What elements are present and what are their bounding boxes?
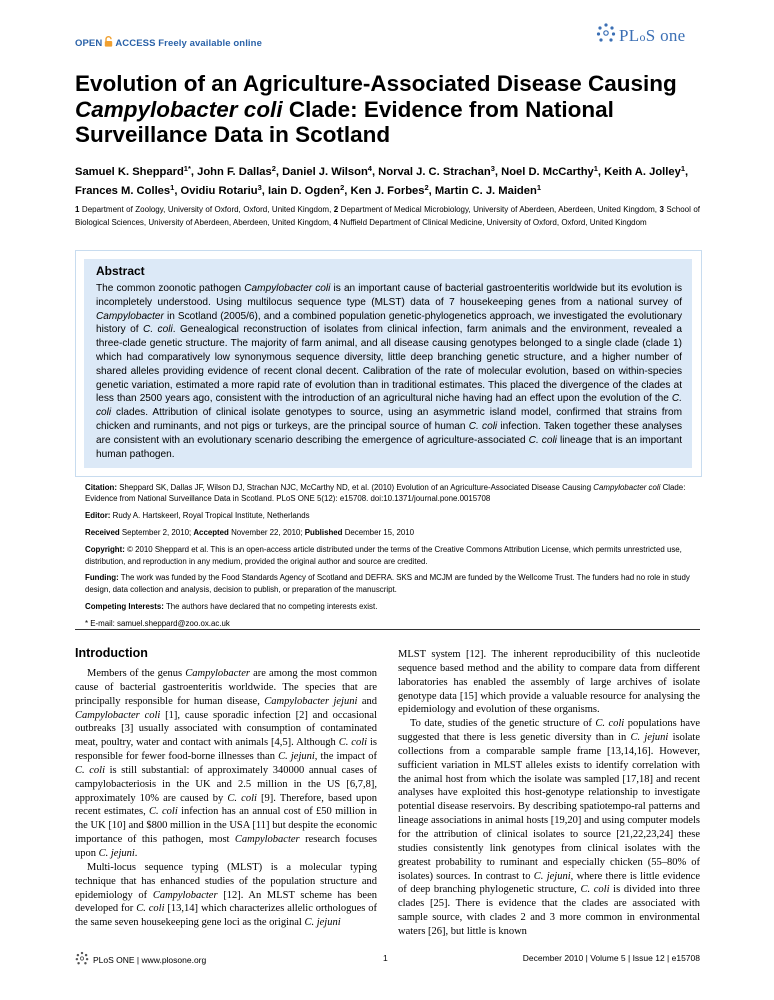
author-name: , Keith A. Jolley [597, 166, 681, 178]
corresponding-email[interactable]: * E-mail: samuel.sheppard@zoo.ox.ac.uk [85, 618, 230, 628]
competing-interests: Competing Interests: The authors have declared that no competing interests exist. [85, 601, 378, 611]
section-divider [75, 629, 700, 630]
abstract-text: The common zoonotic pathogen Campylobacter coli is an important cause of bacterial gastroenteritis worldwide but its evolution is incompletely understood. Using multilocus sequence type (MLST) data of 7 housekeeping genes from a national survey of Campylobacter in Scotland (2005/6), and a combined population genetic-phylogenetics approach, we investigated the evolutionary history of C. coli. Genealogical reconstruction of isolates from clinical infection, farm animals and the environment, revealed a three-clade genetic structure. The majority of farm animal, and all disease causing genotypes belonged to a single clade (clade 1) which had comparatively low synonymous sequence diversity, little deep branching genetic structure, and a higher number of shared alleles providing evidence of recent clonal decent. Calibration of the rate of molecular evolution, based on within-species genetic variation, estimated a more rapid rate of evolution than in traditional estimates. This placed the divergence of the clades at less than 2500 years ago, consistent with the introduction of an agricultural niche having had an effect upon the evolution of the C. coli clades. Attribution of clinical isolate genotypes to source, using an asymmetric island model, confirmed that strains from chicken and ruminants, and not pigs or turkeys, are the principal source of human C. coli infection. Taken together these analyses are consistent with an evolutionary scenario describing the emergence of agriculture-associated C. coli lineage that is an important human pathogen. [96, 283, 682, 460]
plos-dots-icon [75, 951, 89, 968]
author-name: , Norval J. C. Strachan [371, 166, 491, 178]
author-name: , Ovidiu Rotariu [174, 184, 258, 197]
author-affiliation-mark: 4 [367, 164, 372, 173]
author-name: , Daniel J. Wilson [275, 166, 368, 178]
open-access-banner [75, 36, 262, 50]
author-affiliation-mark: 1 [536, 182, 541, 192]
author-affiliation-mark: 1* [183, 164, 191, 173]
body-column-right [398, 648, 700, 939]
title-line-1: Evolution of an Agriculture-Associated Disease Causing [75, 71, 677, 96]
article-title [75, 71, 695, 148]
open-label: OPEN [75, 38, 103, 49]
article-metadata [85, 482, 695, 635]
author-affiliation-mark: 2 [424, 182, 429, 192]
author-name: , Martin C. J. Maiden [428, 184, 537, 197]
intro-paragraph-3: To date, studies of the genetic structure of C. coli populations have suggested that there is less genetic diversity than in C. jejuni isolate collections from a comparable sample frame [13,14,16]. However, sufficient variation in MLST alleles exists to identify correlation with the animal host from which the isolate was sampled [17,18] and recent analyses have exploited this host-genotype relationship to investigate potential disease reservoirs. By describing spatiotempo-ral patterns and lineage associations in animal hosts [19,20] and using computer models for the attribution of clinical isolates to source [21,22,23,24] these studies consistently link genotypes from clinical isolates with the greatest probability to ruminant and especially chicken (55–80% of isolates) sources. In contrast to C. jejuni, where there is little evidence of deep branching phylogenetic structure, C. coli is divided into three clades [25]. There is evidence that the clades are associated with sample source, with clades 2 and 3 more common in environmental waters [26], but little is known [398, 718, 701, 937]
plos-one-wordmark: PLoS one [619, 25, 686, 45]
title-line-2: Clade: Evidence from National [282, 96, 614, 122]
abstract-heading: Abstract [96, 264, 145, 278]
author-name: , John F. Dallas [190, 166, 272, 178]
author-affiliation-mark: 2 [271, 164, 276, 173]
page-number: 1 [383, 953, 388, 963]
author-name: , Iain D. Ogden [261, 184, 341, 197]
intro-paragraph-1: Members of the genus Campylobacter are among the most common cause of bacterial gastroenteritis worldwide. The species that are principally responsible for human disease, Campylobacter jejuni and Campylobacter coli [1], cause sporadic infection [2] and occasional outbreaks [3] usually associated with consumption of contaminated meat, poultry, water and contact with animals [4,5]. Although C. coli is responsible for fewer food-borne illnesses than C. jejuni, the impact of C. coli is still substantial: of approximately 340000 annual cases of campylobacteriosis in the UK and 2.5 million in the US [6,7,8], approximately 10% are caused by C. coli [9]. Therefore, based upon recent estimates, C. coli infection has an annual cost of £50 million in the UK [10] and $800 million in the USA [11] but despite the economic importance of this pathogen, most Campylobacter research focuses upon C. jejuni. [75, 668, 377, 859]
funding: Funding: The work was funded by the Food Standards Agency of Scotland and DEFRA. SKS and MCJM are funded by the Wellcome Trust. The funders had no role in study design, data collection and analysis, decision to publish, or preparation of the manuscript. [85, 573, 690, 594]
access-label: ACCESS [115, 38, 156, 49]
citation: Citation: Sheppard SK, Dallas JF, Wilson DJ, Strachan NJC, McCarthy ND, et al. (2010) Evolution of an Agriculture-Associated Disease Causing Campylobacter coli Clade: Evidence from National Surveillance Data in Scotland. PLoS ONE 5(12): e15708. doi:10.1371/journal.pone.0015708 [85, 483, 686, 504]
title-species: Campylobacter coli [75, 96, 283, 122]
author-name: Samuel K. Sheppard [75, 166, 184, 178]
affiliations: 1 Department of Zoology, University of Oxford, Oxford, United Kingdom, 2 Department of Medical Microbiology, University of Aberdeen, Aberdeen, United Kingdom, 3 School of Biological Sciences, University of Aberdeen, Aberdeen, United Kingdom, 4 Nuffield Department of Clinical Medicine, University of Oxford, Oxford, United Kingdom [75, 205, 701, 227]
intro-paragraph-2-continued: MLST system [12]. The inherent reproducibility of this nucleotide sequence based method and the ability to compare data from different laboratories has enabled the assembly of large archives of isolate genotype data [15] which provide a valuable resource for analysing the epidemiology and evolution of these organisms. [398, 649, 700, 716]
abstract-box [75, 250, 702, 477]
author-name: , Noel D. McCarthy [494, 166, 594, 178]
author-affiliation-mark: 2 [340, 182, 345, 192]
author-affiliation-mark: 1 [170, 182, 175, 192]
footer-journal-text: PLoS ONE | www.plosone.org [93, 954, 207, 965]
freely-available-label: Freely available online [158, 38, 262, 49]
plos-dots-icon [596, 22, 616, 49]
abstract-panel [84, 259, 692, 468]
introduction-heading: Introduction [75, 646, 148, 660]
author-name: , Ken J. Forbes [344, 184, 425, 197]
plos-one-logo [596, 22, 686, 49]
open-access-lock-icon [104, 36, 113, 50]
footer-issue: December 2010 | Volume 5 | Issue 12 | e15708 [522, 953, 700, 963]
editor: Editor: Rudy A. Hartskeerl, Royal Tropical Institute, Netherlands [85, 511, 310, 521]
author-affiliation-mark: 1 [593, 164, 598, 173]
dates: Received September 2, 2010; Accepted November 22, 2010; Published December 15, 2010 [85, 528, 414, 538]
author-affiliation-mark: 1 [680, 164, 685, 173]
author-affiliation-mark: 3 [490, 164, 495, 173]
intro-paragraph-2: Multi-locus sequence typing (MLST) is a molecular typing technique that has enhanced studies of the population structure and epidemiology of Campylobacter [12]. An MLST scheme has been developed for C. coli [13,14] which characterizes allelic orthologues of the same seven housekeeping gene loci as the original C. jejuni [75, 861, 378, 929]
author-affiliation-mark: 3 [257, 182, 262, 192]
body-column-left [75, 646, 377, 930]
author-name: , Frances M. Colles [75, 166, 689, 197]
copyright: Copyright: © 2010 Sheppard et al. This is an open-access article distributed under the terms of the Creative Commons Attribution License, which permits unrestricted use, distribution, and reproduction in any medium, provided the original author and source are credited. [85, 545, 682, 566]
footer-journal [75, 951, 206, 968]
author-list [75, 163, 700, 200]
page-footer [75, 951, 700, 967]
title-line-3: Surveillance Data in Scotland [75, 122, 391, 147]
